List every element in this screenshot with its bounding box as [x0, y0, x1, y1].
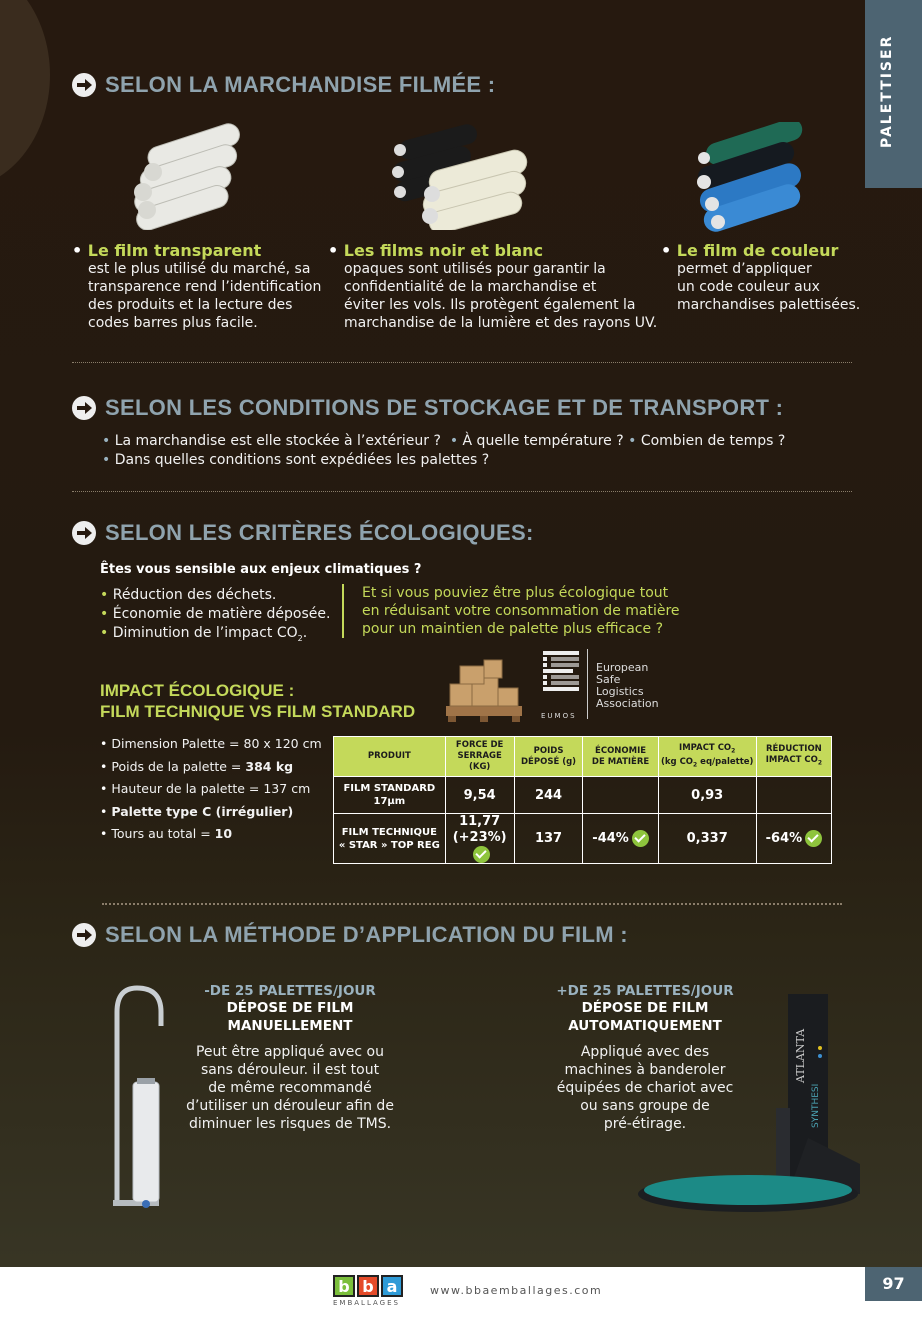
method-desc-line: diminuer les risques de TMS. [188, 1116, 392, 1132]
cell-impact: 0,93 [658, 777, 756, 814]
dotted-divider [72, 491, 852, 492]
logo-subtitle: EMBALLAGES [333, 1299, 400, 1307]
spec-value: 384 kg [245, 758, 294, 774]
page-number: 97 [865, 1267, 922, 1301]
website-link[interactable]: www.bbaemballages.com [430, 1284, 603, 1297]
section-title-methode [72, 922, 628, 948]
th-line: SERRAGE (KG) [457, 751, 502, 772]
film-couleur-block [677, 242, 860, 314]
storage-questions: • La marchandise est elle stockée à l’extérieur ? • À quelle température ? • Combien de temps ? • Dans quelles conditions sont expédiées les palettes ? [102, 433, 786, 468]
spec-item: Poids de la palette = [111, 758, 242, 774]
machine-brand: ATLANTA [794, 1028, 807, 1083]
machine-model: SYNTHESI [811, 1083, 821, 1128]
section-heading: SELON LES CRITÈRES ÉCOLOGIQUES: [105, 520, 534, 545]
eumos-emblem-icon [541, 649, 583, 719]
check-icon [632, 830, 649, 847]
method-desc-line: Peut être appliqué avec ou [195, 1044, 384, 1060]
manual-dispenser-image [105, 982, 175, 1214]
cell-line: FILM STANDARD [343, 783, 436, 794]
check-icon [473, 846, 490, 863]
co2-subscript: 2 [817, 759, 823, 767]
transparent-film-rolls-image [125, 120, 255, 230]
arrow-bullet-icon [72, 521, 96, 545]
eumos-name [596, 662, 659, 710]
method-desc [180, 1043, 400, 1133]
eco-benefits-list: • Réduction des déchets. • Économie de matière déposée. • Diminution de l’impact $CO_2$. [100, 587, 331, 643]
page-footer [0, 1267, 922, 1323]
cell-poids: 244 [514, 777, 583, 814]
eumos-name-line: Safe [596, 673, 621, 686]
black-white-film-rolls-image [388, 120, 538, 230]
method-desc-line: équipées de chariot avec [556, 1080, 734, 1096]
cell-economie [583, 814, 658, 864]
method-desc-line: sans dérouleur. il est tout [200, 1062, 380, 1078]
pallet-boxes-image [440, 656, 526, 724]
film-title: • Le film de couleur [661, 242, 860, 260]
th-economie [583, 737, 658, 777]
eco-quote-line: en réduisant votre consommation de matière [362, 603, 680, 619]
th-line: (kg CO [660, 756, 694, 767]
film-desc-line: marchandise de la lumière et des rayons UV. [344, 315, 658, 331]
film-desc-line: opaques sont utilisés pour garantir la [344, 261, 606, 277]
spec-value: 10 [214, 826, 233, 841]
cell-line: FILM TECHNIQUE [341, 826, 437, 838]
eco-quote [342, 584, 680, 638]
dotted-divider [72, 362, 852, 363]
dotted-divider [102, 903, 842, 905]
eco-benefit: Économie de matière déposée. [112, 606, 331, 622]
spec-item: Tours au total = [111, 826, 211, 841]
cell-line: « STAR » TOP REG [338, 839, 440, 851]
section-title-ecologie [72, 520, 534, 546]
arrow-bullet-icon [72, 923, 96, 947]
eumos-name-line: European [596, 661, 649, 674]
film-desc-line: est le plus utilisé du marché, sa [88, 261, 311, 277]
storage-question: Combien de temps ? [640, 433, 786, 449]
eco-benefit: Réduction des déchets. [112, 587, 277, 603]
punctuation: . [302, 625, 308, 641]
cell-produit [334, 777, 446, 814]
colored-film-rolls-image [690, 122, 815, 232]
co2-subscript: 2 [297, 633, 303, 643]
section-heading: SELON LA MÉTHODE D’APPLICATION DU FILM : [105, 922, 628, 947]
logo-letters [333, 1275, 403, 1297]
spec-item: Palette type C (irrégulier) [111, 803, 294, 819]
eumos-divider [587, 649, 588, 719]
cell-impact: 0,337 [658, 814, 756, 864]
th-line: POIDS [533, 745, 564, 756]
method-desc-line: Appliqué avec des [580, 1044, 710, 1060]
method-head: DÉPOSE DE FILM [581, 1000, 709, 1016]
cell-value: -44% [592, 831, 629, 846]
cell-reduction [756, 814, 831, 864]
co2-subscript: 2 [731, 747, 736, 755]
th-line: IMPACT CO [679, 742, 732, 753]
film-desc-line: codes barres plus facile. [88, 315, 258, 331]
logo-letter: b [333, 1275, 355, 1297]
film-desc-line: confidentialité de la marchandise et [344, 279, 597, 295]
th-line: FORCE DE [455, 740, 504, 750]
cell-force: 9,54 [445, 777, 514, 814]
arrow-bullet-icon [72, 73, 96, 97]
film-desc-line: des produits et la lecture des [88, 297, 293, 313]
manual-method-block [180, 983, 400, 1133]
eco-question: Êtes vous sensible aux enjeux climatiques ? [100, 562, 422, 577]
th-line: IMPACT CO [765, 755, 818, 766]
table-row [334, 777, 832, 814]
film-desc-line: transparence rend l’identification [88, 279, 322, 295]
th-produit: PRODUIT [334, 737, 446, 777]
cell-line: (+23%) [452, 830, 507, 845]
method-desc-line: ou sans groupe de [580, 1098, 710, 1114]
film-title: • Les films noir et blanc [328, 242, 657, 260]
storage-question: À quelle température ? [462, 433, 624, 449]
cell-force [445, 814, 514, 864]
side-tab[interactable] [865, 0, 922, 188]
spec-item: Hauteur de la palette = 137 cm [111, 781, 311, 796]
method-key: -DE 25 PALETTES/JOUR [204, 983, 376, 999]
film-noir-blanc-block [344, 242, 657, 332]
cell-line: 17µm [373, 796, 406, 807]
co2-subscript: 2 [693, 761, 698, 769]
arrow-bullet-icon [72, 396, 96, 420]
method-desc-line: d’utiliser un dérouleur afin de [186, 1098, 394, 1114]
th-poids [514, 737, 583, 777]
method-head: AUTOMATIQUEMENT [568, 1018, 722, 1034]
th-impact [658, 737, 756, 777]
film-desc-line: marchandises palettisées. [677, 297, 861, 313]
cell-value: -64% [765, 831, 803, 846]
table-header-row [334, 737, 832, 777]
method-desc-line: de même recommandé [208, 1080, 372, 1096]
method-head: DÉPOSE DE FILM [226, 1000, 354, 1016]
film-transparent-block [88, 242, 321, 332]
method-head: MANUELLEMENT [227, 1018, 353, 1034]
eco-benefit: Diminution de l’impact CO [112, 625, 298, 641]
method-key: +DE 25 PALETTES/JOUR [556, 983, 734, 999]
cell-line: 11,77 [459, 814, 501, 829]
method-desc-line: machines à banderoler [564, 1062, 726, 1078]
eco-quote-line: Et si vous pouviez être plus écologique tout [362, 585, 669, 601]
decorative-arc [0, 0, 50, 190]
storage-question: Dans quelles conditions sont expédiées les palettes ? [114, 452, 490, 468]
cell-reduction [756, 777, 831, 814]
th-line: RÉDUCTION [765, 744, 822, 755]
section-heading: SELON LA MARCHANDISE FILMÉE : [105, 72, 496, 97]
spec-item: Dimension Palette = 80 x 120 cm [111, 736, 322, 751]
side-tab-label: PALETTISER [879, 34, 895, 148]
wrapping-machine-image [638, 988, 866, 1220]
impact-comparison-table [333, 736, 832, 864]
th-line: DÉPOSÉ (g) [521, 756, 577, 767]
impact-title-line: FILM TECHNIQUE VS FILM STANDARD [100, 702, 416, 721]
eumos-abbr: EUMOS [541, 712, 577, 720]
th-line: DE MATIÈRE [591, 756, 650, 767]
bba-logo [333, 1275, 403, 1307]
film-title: • Le film transparent [72, 242, 321, 260]
th-reduction [756, 737, 831, 777]
method-desc-line: pré-étirage. [603, 1116, 687, 1132]
impact-title-line: IMPACT ÉCOLOGIQUE : [100, 681, 295, 700]
film-desc-line: permet d’appliquer [677, 261, 812, 277]
table-row [334, 814, 832, 864]
th-line: eq/palette) [697, 756, 754, 767]
section-heading: SELON LES CONDITIONS DE STOCKAGE ET DE TRANSPORT : [105, 395, 784, 420]
logo-letter: b [357, 1275, 379, 1297]
impact-title [100, 680, 415, 722]
film-desc-line: un code couleur aux [677, 279, 820, 295]
section-title-stockage [72, 395, 783, 421]
cell-economie [583, 777, 658, 814]
section-title-marchandise [72, 72, 495, 98]
cell-produit [334, 814, 446, 864]
cell-poids: 137 [514, 814, 583, 864]
th-line: ÉCONOMIE [595, 745, 647, 756]
storage-question: La marchandise est elle stockée à l’extérieur ? [114, 433, 441, 449]
check-icon [805, 830, 822, 847]
logo-letter: a [381, 1275, 403, 1297]
film-desc-line: éviter les vols. Ils protègent également la [344, 297, 636, 313]
eco-quote-line: pour un maintien de palette plus efficace ? [362, 621, 663, 637]
pallet-specs: • Dimension Palette = 80 x 120 cm • Poids de la palette = 384 kg • Hauteur de la palette = 137 cm • Palette type C (irrégulier) • Tours au total = 10 [100, 736, 322, 841]
eumos-name-line: Association [596, 697, 659, 710]
eumos-name-line: Logistics [596, 685, 644, 698]
th-force [445, 737, 514, 777]
